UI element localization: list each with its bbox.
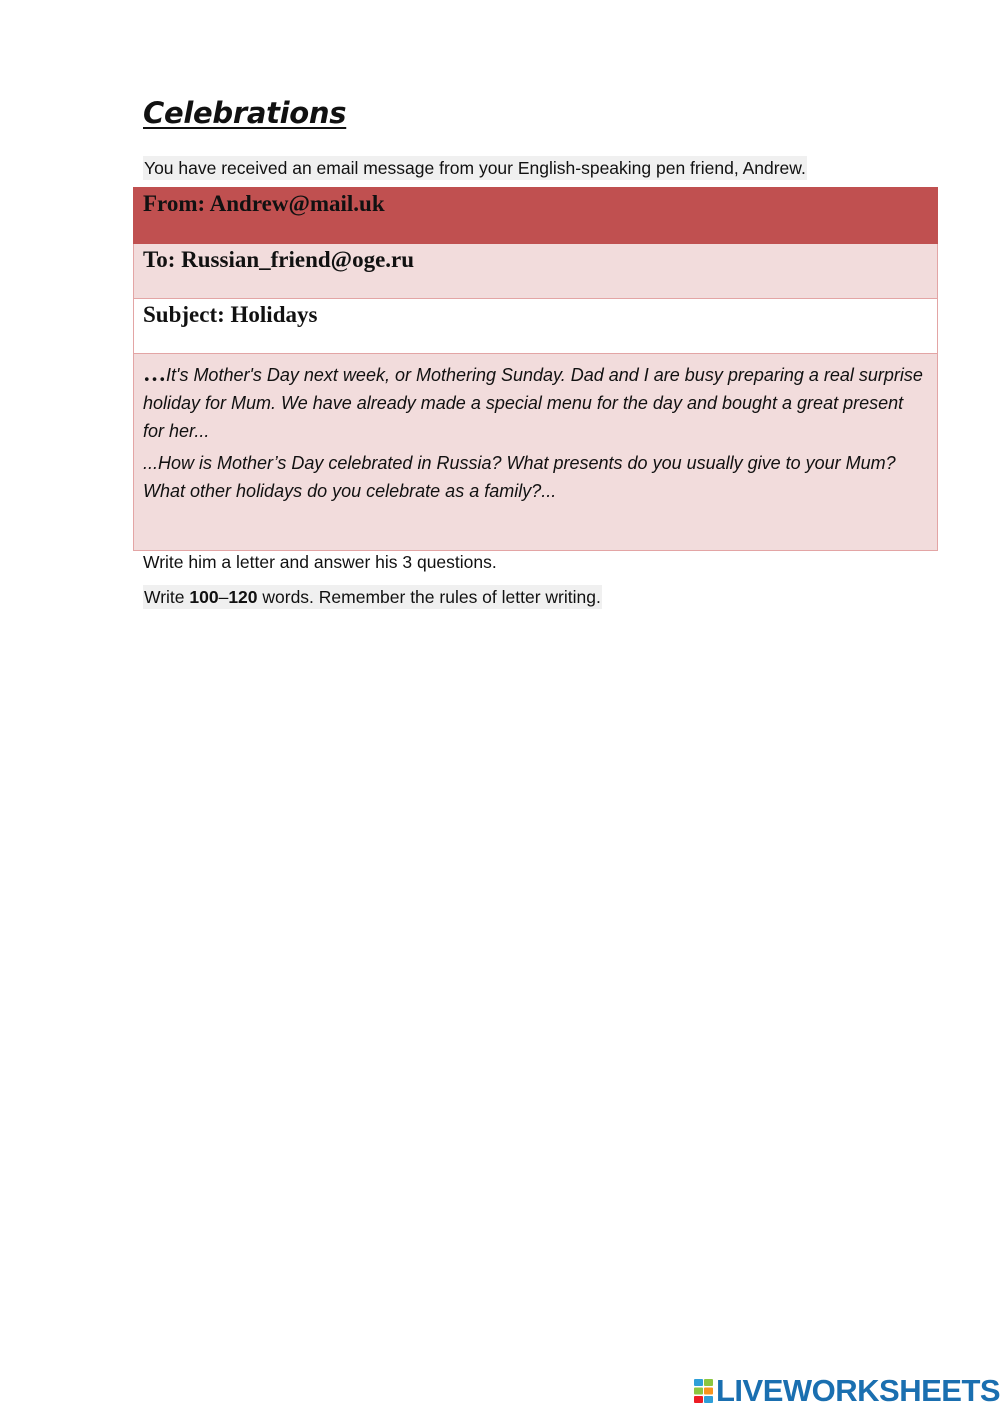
email-body-paragraph-1 bbox=[143, 354, 928, 445]
intro-text: You have received an email message from your English-speaking pen friend, Andrew. bbox=[144, 158, 806, 178]
email-body-row bbox=[134, 354, 938, 551]
email-body-lead: … bbox=[143, 361, 166, 386]
email-subject-row bbox=[134, 299, 938, 354]
email-to-cell bbox=[134, 244, 938, 299]
page-title: Celebrations bbox=[143, 96, 347, 130]
email-from-row bbox=[134, 188, 938, 244]
task-word-count bbox=[143, 585, 602, 609]
email-subject: Subject: Holidays bbox=[143, 302, 318, 327]
liveworksheets-logo-text: LIVEWORKSHEETS bbox=[716, 1373, 1000, 1408]
task-words-suffix: words. Remember the rules of letter writing. bbox=[257, 587, 601, 607]
email-message bbox=[133, 187, 938, 551]
task-words-prefix: Write bbox=[144, 587, 190, 607]
task-instruction: Write him a letter and answer his 3 questions. bbox=[143, 552, 497, 572]
liveworksheets-logo bbox=[694, 1374, 1000, 1408]
email-from: From: Andrew@mail.uk bbox=[143, 191, 385, 216]
email-to: To: Russian_friend@oge.ru bbox=[143, 247, 415, 272]
email-body-paragraph-2: ...How is Mother’s Day celebrated in Russia? What presents do you usually give to your Mum? What other holidays do you celebrate as a family?... bbox=[143, 453, 896, 501]
task-words-max: 120 bbox=[228, 587, 258, 607]
email-subject-cell bbox=[134, 299, 938, 354]
email-from-cell bbox=[134, 188, 938, 244]
email-to-row bbox=[134, 244, 938, 299]
task-words-dash: – bbox=[218, 587, 229, 607]
task-words-min: 100 bbox=[189, 587, 219, 607]
liveworksheets-logo-icon bbox=[694, 1378, 714, 1404]
email-body-cell bbox=[134, 354, 938, 551]
email-body-paragraph-1-text: It's Mother's Day next week, or Mothering Sunday. Dad and I are busy preparing a real surprise holiday for Mum. We have already made a special menu for the day and bought a great present for her... bbox=[143, 365, 923, 441]
